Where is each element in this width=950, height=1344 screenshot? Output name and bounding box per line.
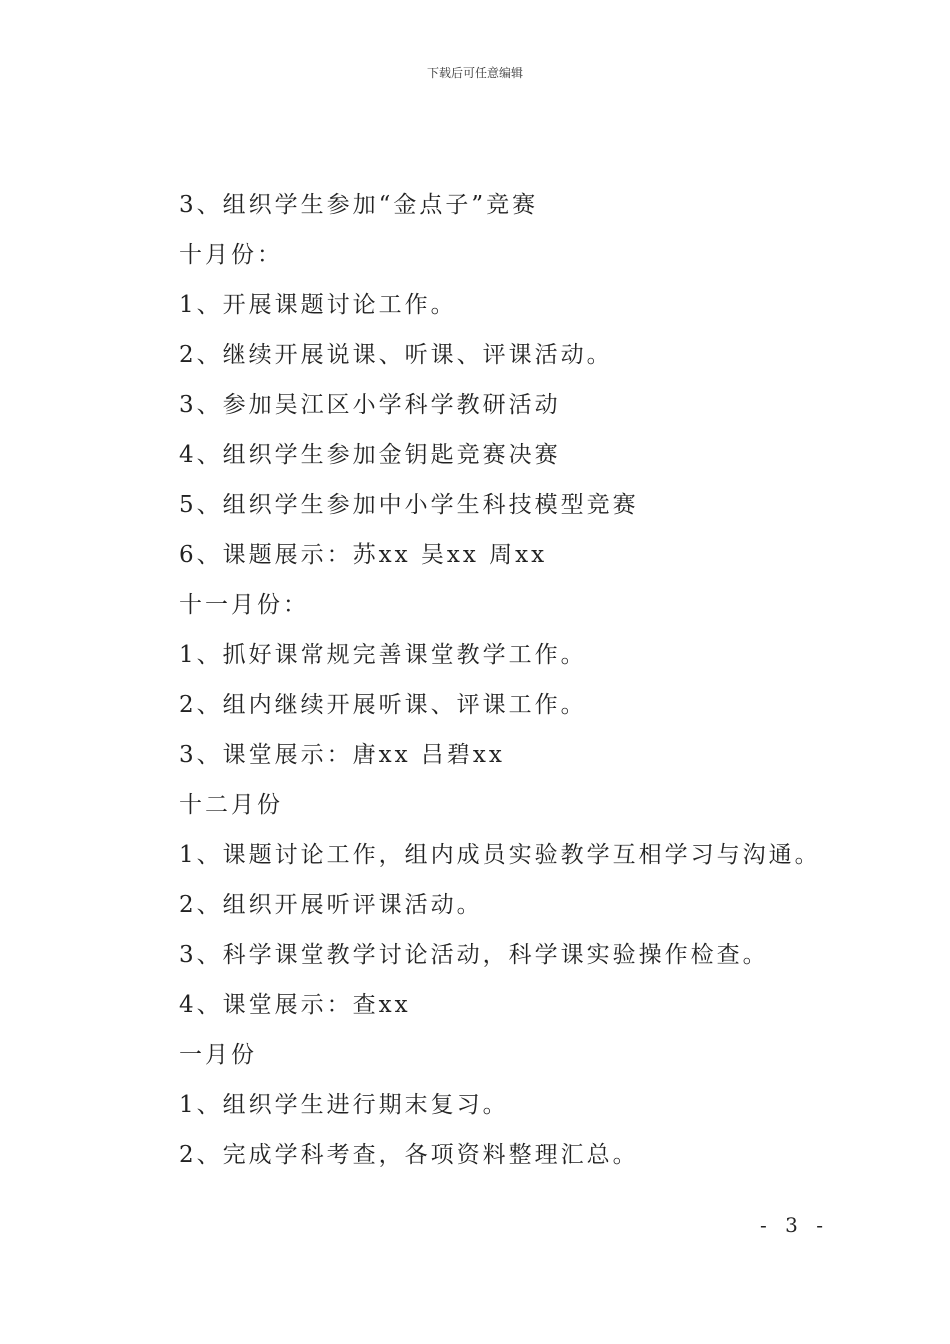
text-line: 3、组织学生参加“金点子”竞赛 [179, 192, 539, 218]
text-line: 4、组织学生参加金钥匙竞赛决赛 [179, 442, 561, 468]
month-heading: 一月份 [179, 1042, 257, 1068]
month-heading: 十二月份 [179, 792, 283, 818]
text-line: 3、参加吴江区小学科学教研活动 [179, 392, 561, 418]
text-line: 1、组织学生进行期末复习。 [179, 1092, 509, 1118]
text-line: 5、组织学生参加中小学生科技模型竞赛 [179, 492, 639, 518]
text-line: 2、组织开展听评课活动。 [179, 892, 483, 918]
text-line: 6、课题展示：苏xx 吴xx 周xx [179, 542, 548, 568]
text-line: 3、课堂展示：唐xx 吕碧xx [179, 742, 505, 768]
month-heading: 十一月份： [179, 592, 309, 618]
text-line: 1、开展课题讨论工作。 [179, 292, 457, 318]
text-line: 1、抓好课常规完善课堂教学工作。 [179, 642, 587, 668]
document-body [179, 183, 899, 1183]
text-line: 1、课题讨论工作，组内成员实验教学互相学习与沟通。 [179, 842, 821, 868]
text-line: 2、完成学科考查，各项资料整理汇总。 [179, 1142, 639, 1168]
text-line: 4、课堂展示：查xx [179, 992, 411, 1018]
text-line: 2、组内继续开展听课、评课工作。 [179, 692, 587, 718]
month-heading: 十月份： [179, 242, 283, 268]
text-line: 2、继续开展说课、听课、评课活动。 [179, 342, 613, 368]
page-header: 下载后可任意编辑 [426, 66, 523, 80]
text-line: 3、科学课堂教学讨论活动，科学课实验操作检查。 [179, 942, 769, 968]
page-number: - 3 - [760, 1213, 829, 1237]
